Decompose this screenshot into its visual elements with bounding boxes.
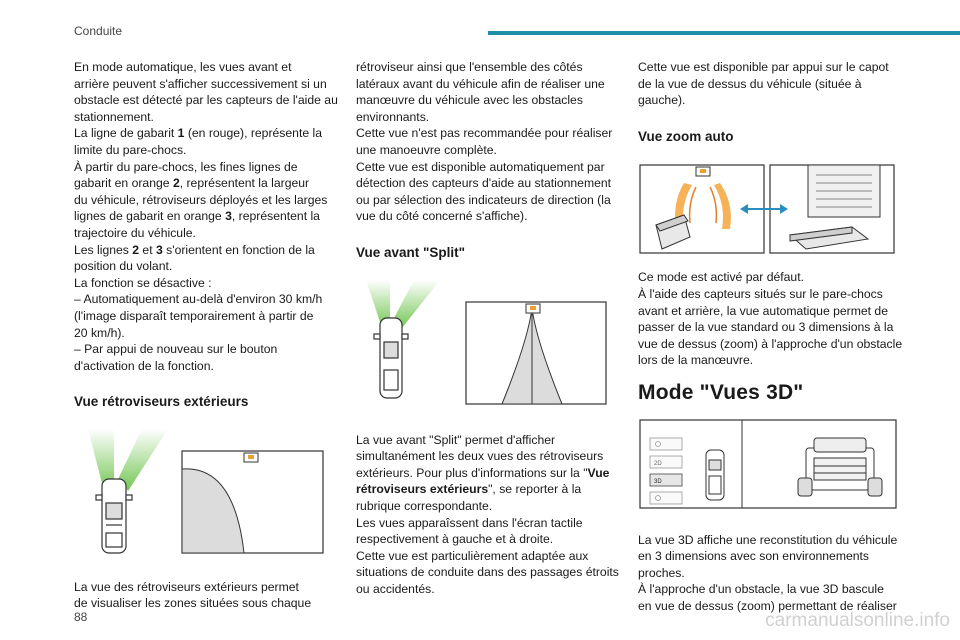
3d-view-image bbox=[638, 418, 898, 512]
paragraph-line: d'activation de la fonction. bbox=[74, 358, 214, 373]
split-view-image bbox=[356, 280, 616, 410]
3d-menu-label-3d: 3D bbox=[654, 478, 662, 485]
paragraph-line: de visualiser les zones situées sous chaque bbox=[74, 596, 312, 611]
paragraph-line: extérieurs. Pour plus d'informations sur la "Vue bbox=[356, 465, 610, 480]
paragraph-line: gauche). bbox=[638, 93, 686, 108]
mirrors-view-image bbox=[74, 429, 334, 565]
paragraph-line: rubrique correspondante. bbox=[356, 498, 493, 513]
paragraph-line: ou accidentés. bbox=[356, 581, 435, 596]
paragraph-line: Les vues apparaîssent dans l'écran tactile bbox=[356, 515, 583, 530]
paragraph-line: en 3 dimensions avec son environnements bbox=[638, 549, 870, 564]
paragraph-line: de la vue de dessus du véhicule (située à bbox=[638, 76, 862, 91]
paragraph-line: Les lignes 2 et 3 s'orientent en fonction de la bbox=[74, 242, 315, 257]
paragraph-line: environnants. bbox=[356, 109, 430, 124]
paragraph-line: La ligne de gabarit 1 (en rouge), représente la bbox=[74, 126, 322, 141]
paragraph-line: latéraux avant du véhicule afin de réaliser une bbox=[356, 76, 605, 91]
paragraph-line: passer de la vue standard ou 3 dimensions à la bbox=[638, 320, 894, 335]
3d-menu-label-2d: 2D bbox=[654, 460, 662, 467]
heading-mirrors-view: Vue rétroviseurs extérieurs bbox=[74, 394, 249, 410]
page-number: 88 bbox=[74, 610, 88, 624]
zoom-view-illustration bbox=[638, 163, 898, 257]
column-1 bbox=[74, 59, 342, 612]
paragraph-line: vue du côté concerné s'affiche). bbox=[356, 209, 528, 224]
paragraph-line: lors de la manœuvre. bbox=[638, 353, 754, 368]
watermark: carmanualsonline.info bbox=[765, 610, 950, 631]
paragraph-line: détection des capteurs d'aide au stationnement bbox=[356, 176, 612, 191]
paragraph-line: – Par appui de nouveau sur le bouton bbox=[74, 342, 278, 357]
paragraph-line: Ce mode est activé par défaut. bbox=[638, 270, 804, 285]
paragraph-line: position du volant. bbox=[74, 259, 173, 274]
paragraph-line: (l'image disparaît temporairement à partir de bbox=[74, 308, 314, 323]
paragraph-line: simultanément les deux vues des rétroviseurs bbox=[356, 449, 604, 464]
paragraph-line: respectivement à gauche et à droite. bbox=[356, 532, 554, 547]
zoom-view-image bbox=[638, 163, 898, 257]
paragraph-line: proches. bbox=[638, 565, 685, 580]
paragraph-line: limite du pare-chocs. bbox=[74, 142, 187, 157]
3d-menu-item-top[interactable] bbox=[650, 438, 682, 450]
paragraph-line: stationnement. bbox=[74, 109, 154, 124]
paragraph-line: obstacle est détecté par les capteurs de l'aide au bbox=[74, 93, 338, 108]
header-accent-bar bbox=[488, 31, 960, 35]
paragraph-line: rétroviseurs extérieurs", se reporter à la bbox=[356, 482, 582, 497]
paragraph-line: gabarit en orange 2, représentent la largeur bbox=[74, 176, 310, 191]
paragraph-line: vue de dessus (zoom) à l'approche d'un obstacle bbox=[638, 336, 903, 351]
paragraph-line: Cette vue est disponible automatiquement par bbox=[356, 159, 605, 174]
paragraph-line: La fonction se désactive : bbox=[74, 275, 212, 290]
paragraph-line: arrière peuvent s'afficher successivement si un bbox=[74, 76, 327, 91]
paragraph-line: manœuvre du véhicule avec les obstacles bbox=[356, 93, 583, 108]
column-3 bbox=[638, 59, 906, 615]
3d-view-illustration bbox=[638, 418, 898, 512]
paragraph-line: 20 km/h). bbox=[74, 325, 125, 340]
paragraph-line: du véhicule, rétroviseurs déployés et les larges bbox=[74, 192, 328, 207]
paragraph-line: lignes de gabarit en orange 3, représentent la bbox=[74, 209, 320, 224]
3d-menu-item-bottom[interactable] bbox=[650, 492, 682, 504]
paragraph-line: trajectoire du véhicule. bbox=[74, 225, 196, 240]
paragraph-line: La vue avant "Split" permet d'afficher bbox=[356, 432, 556, 447]
paragraph-line: La vue des rétroviseurs extérieurs permet bbox=[74, 579, 299, 594]
heading-zoom-view: Vue zoom auto bbox=[638, 128, 734, 144]
paragraph-line: – Automatiquement au-delà d'environ 30 km/h bbox=[74, 292, 323, 307]
paragraph-line: À l'aide des capteurs situés sur le pare-chocs bbox=[638, 286, 883, 301]
paragraph-line: situations de conduite dans des passages étroits bbox=[356, 565, 619, 580]
heading-split-view: Vue avant "Split" bbox=[356, 244, 466, 260]
paragraph-line: avant et arrière, la vue automatique permet de bbox=[638, 303, 888, 318]
paragraph-line: Cette vue est disponible par appui sur le capot bbox=[638, 60, 889, 74]
paragraph-line: En mode automatique, les vues avant et bbox=[74, 60, 292, 74]
mirrors-view-illustration bbox=[74, 429, 334, 565]
split-view-illustration bbox=[356, 280, 616, 410]
heading-3d-mode: Mode "Vues 3D" bbox=[638, 380, 804, 404]
paragraph-line: une manoeuvre complète. bbox=[356, 142, 497, 157]
paragraph-line: rétroviseur ainsi que l'ensemble des côtés bbox=[356, 60, 583, 74]
column-2 bbox=[356, 59, 624, 597]
paragraph-line: La vue 3D affiche une reconstitution du véhicule bbox=[638, 532, 898, 547]
paragraph-line: À partir du pare-chocs, les fines lignes de bbox=[74, 159, 298, 174]
section-title: Conduite bbox=[74, 24, 123, 38]
paragraph-line: À l'approche d'un obstacle, la vue 3D bascule bbox=[638, 582, 884, 597]
paragraph-line: Cette vue est particulièrement adaptée aux bbox=[356, 548, 589, 563]
paragraph-line: ou par sélection des indicateurs de direction (la bbox=[356, 192, 611, 207]
paragraph-line: en vue de dessus (zoom) permettant de réaliser bbox=[638, 598, 897, 613]
paragraph-line: Cette vue n'est pas recommandée pour réaliser bbox=[356, 126, 613, 141]
